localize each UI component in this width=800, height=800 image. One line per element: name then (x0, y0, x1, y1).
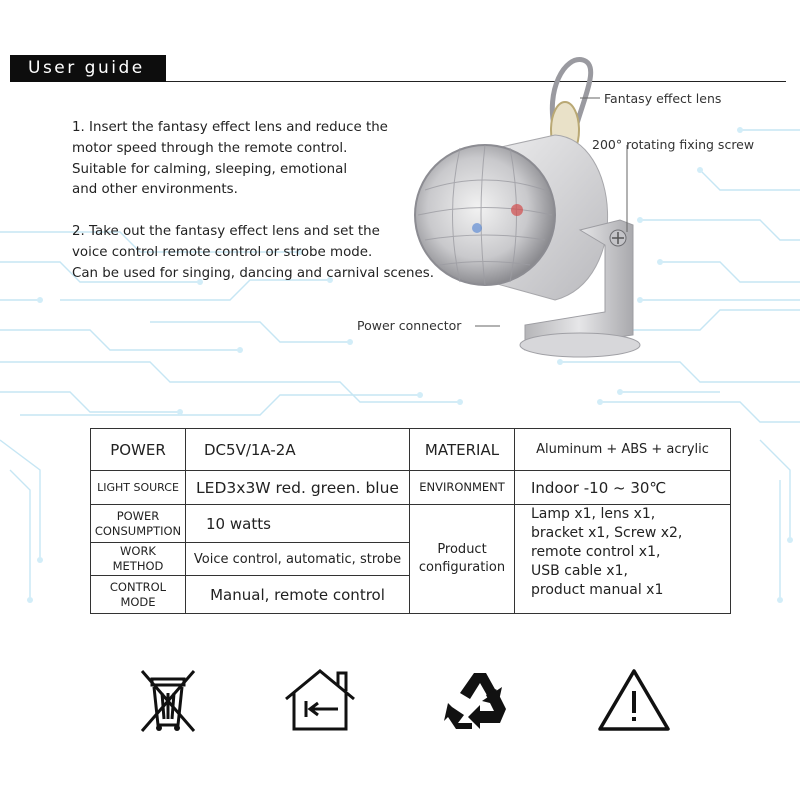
consumption-label (91, 505, 186, 543)
control-mode-value: Manual, remote control (186, 576, 410, 614)
spec-table (90, 428, 731, 614)
label-line: CONTROL (109, 579, 167, 594)
instruction-line: motor speed through the remote control. (72, 140, 348, 156)
power-label: POWER (91, 429, 186, 471)
material-value: Aluminum + ABS + acrylic (515, 429, 731, 471)
power-value: DC5V/1A-2A (186, 429, 410, 471)
work-method-label (91, 543, 186, 576)
spec-row-consumption (91, 505, 731, 543)
instruction-line: Suitable for calming, sleeping, emotional (72, 161, 348, 177)
environment-label: ENVIRONMENT (410, 471, 515, 505)
instruction-step-1 (72, 118, 452, 201)
label-line: MODE (120, 594, 156, 609)
instruction-line: 1. Insert the fantasy effect lens and reduce the (72, 120, 388, 135)
config-item: remote control x1, (531, 544, 661, 560)
instruction-line: Can be used for singing, dancing and carnival scenes. (72, 265, 434, 281)
callout-fantasy-lens: Fantasy effect lens (604, 91, 722, 106)
light-source-value: LED3x3W red. green. blue (186, 471, 410, 505)
instruction-step-2 (72, 222, 452, 284)
spec-row-power (91, 429, 731, 471)
config-item: bracket x1, Screw x2, (531, 525, 683, 541)
warning-triangle-icon (594, 665, 674, 735)
work-method-value: Voice control, automatic, strobe (186, 543, 410, 576)
label-line: CONSUMPTION (94, 523, 182, 538)
material-label: MATERIAL (410, 429, 515, 471)
label-line: METHOD (112, 559, 164, 573)
recycle-icon (440, 665, 520, 735)
weee-crossed-bin-icon (128, 665, 208, 735)
control-mode-label (91, 576, 186, 614)
label-line: configuration (418, 560, 506, 575)
user-guide-header: User guide (10, 55, 166, 82)
spec-row-light (91, 471, 731, 505)
light-source-label: LIGHT SOURCE (91, 471, 186, 505)
config-item: product manual x1 (531, 582, 664, 598)
label-line: POWER (116, 508, 160, 523)
label-line: Product (437, 542, 487, 557)
product-config-list (515, 505, 731, 614)
indoor-use-house-icon (280, 665, 360, 735)
config-item: USB cable x1, (531, 563, 628, 579)
instruction-line: and other environments. (72, 182, 238, 198)
consumption-value: 10 watts (186, 505, 410, 543)
product-config-label (410, 505, 515, 614)
config-item: Lamp x1, lens x1, (531, 506, 656, 522)
callout-power-connector: Power connector (357, 318, 462, 333)
callout-rotating-screw: 200° rotating fixing screw (592, 137, 755, 152)
instruction-line: voice control remote control or strobe mode. (72, 244, 373, 260)
environment-value: Indoor -10 ~ 30℃ (515, 471, 731, 505)
instruction-line: 2. Take out the fantasy effect lens and set the (72, 224, 380, 239)
label-line: WORK (120, 544, 156, 558)
